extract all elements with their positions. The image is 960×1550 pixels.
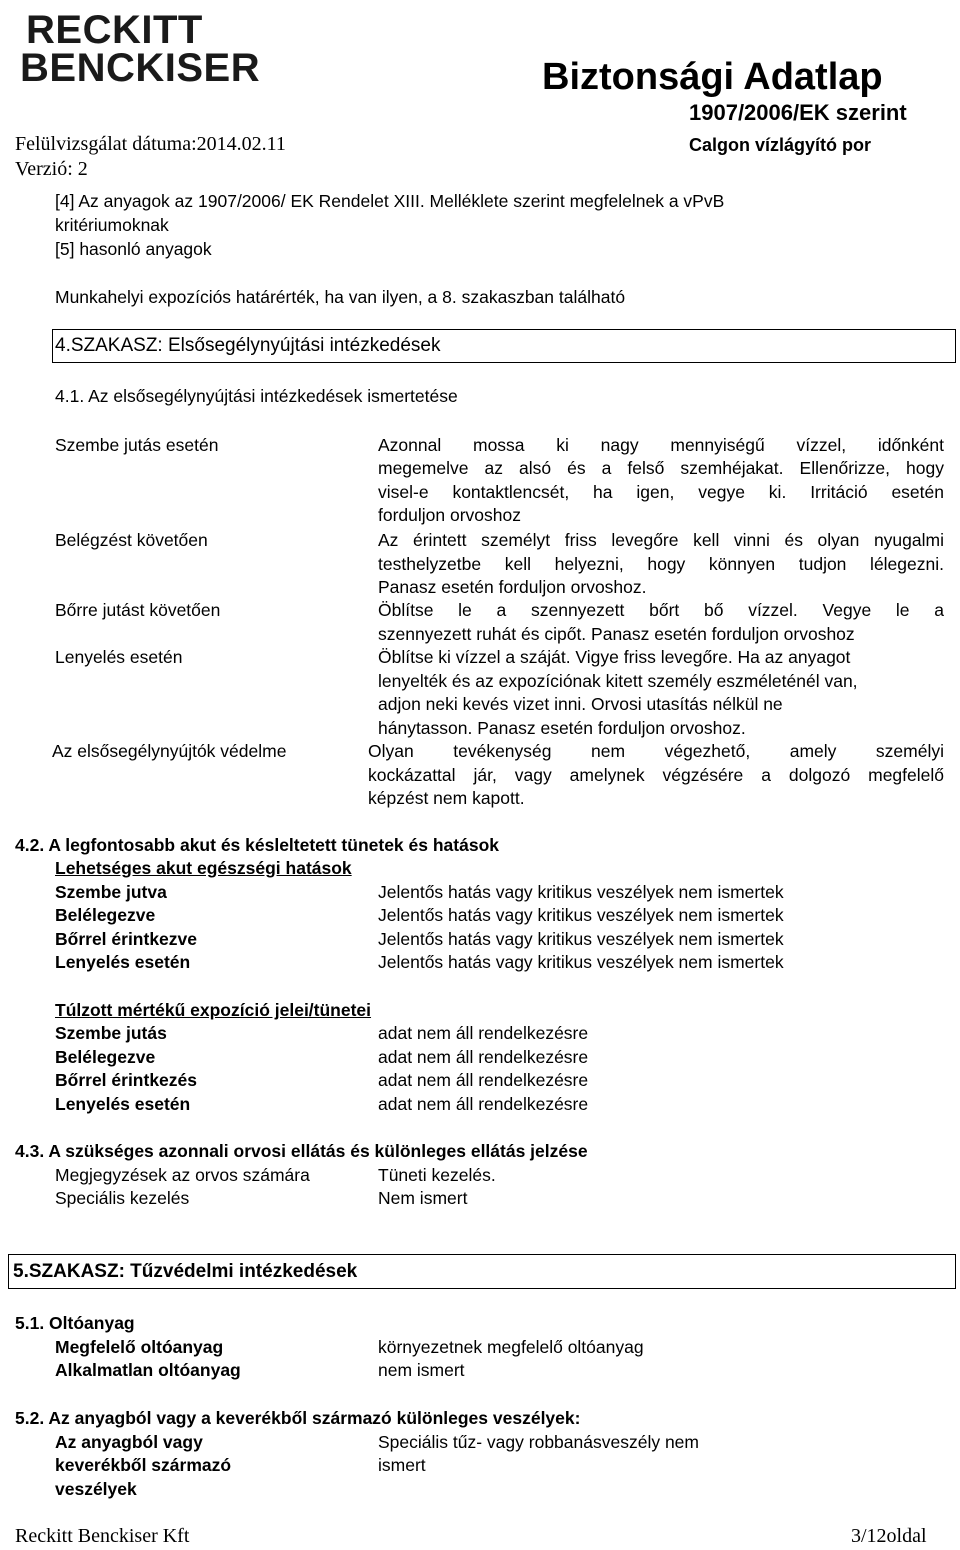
section-5-title: 5.SZAKASZ: Tűzvédelmi intézkedések xyxy=(13,1261,358,1282)
first-aid-text-ingestion-3: adjon neki kevés vizet inni. Orvosi utasítás nélkül ne xyxy=(378,694,783,714)
regulation-reference: 1907/2006/EK szerint xyxy=(689,100,907,125)
section-5-header xyxy=(8,1254,956,1289)
overexposure-value-ingestion: adat nem áll rendelkezésre xyxy=(378,1094,589,1114)
acute-value-skin: Jelentős hatás vagy kritikus veszélyek nem ismertek xyxy=(378,929,784,949)
section-4-header xyxy=(52,329,956,363)
media-value-suitable: környezetnek megfelelő oltóanyag xyxy=(378,1337,644,1357)
acute-value-inhalation: Jelentős hatás vagy kritikus veszélyek nem ismertek xyxy=(378,905,784,925)
document-title: Biztonsági Adatlap xyxy=(542,56,883,98)
first-aid-text-ingestion-1: Öblítse ki vízzel a száját. Vigye friss levegőre. Ha az anyagot xyxy=(378,647,851,667)
logo-line-2: BENCKISER xyxy=(20,46,261,90)
medical-label-special: Speciális kezelés xyxy=(55,1188,190,1208)
revision-date: Felülvizsgálat dátuma:2014.02.11 xyxy=(15,133,286,155)
first-aid-text-skin-2: szennyezett ruhát és cipőt. Panasz esetén forduljon orvoshoz xyxy=(378,624,855,644)
first-aid-text-eye-4: forduljon orvoshoz xyxy=(378,505,521,525)
product-name: Calgon vízlágyító por xyxy=(689,135,872,155)
overexposure-value-inhalation: adat nem áll rendelkezésre xyxy=(378,1047,589,1067)
subsection-5-2-title: 5.2. Az anyagból vagy a keverékből származó különleges veszélyek: xyxy=(15,1408,581,1428)
hazard-value-line-2: ismert xyxy=(378,1455,426,1475)
subsection-4-2-title: 4.2. A legfontosabb akut és késleltetett tünetek és hatások xyxy=(15,835,499,855)
hazard-label-line-2: keverékből származó xyxy=(55,1455,232,1475)
intro-line-1: [4] Az anyagok az 1907/2006/ EK Rendelet XIII. Melléklete szerint megfelelnek a vPvB xyxy=(55,191,725,211)
first-aid-text-eye-3: visel-e kontaktlencsét, ha igen, vegye ki. Irritáció esetén xyxy=(378,482,944,502)
hazard-label-line-1: Az anyagból vagy xyxy=(55,1432,203,1452)
first-aid-text-protection-2: kockázattal jár, vagy amelynek végzésére a dolgozó megfelelő xyxy=(368,765,944,785)
media-value-unsuitable: nem ismert xyxy=(378,1360,465,1380)
medical-label-notes: Megjegyzések az orvos számára xyxy=(55,1165,310,1185)
footer-company: Reckitt Benckiser Kft xyxy=(15,1525,190,1547)
acute-label-eye: Szembe jutva xyxy=(55,882,167,902)
first-aid-label-ingestion: Lenyelés esetén xyxy=(55,647,183,667)
exposure-note: Munkahelyi expozíciós határérték, ha van ilyen, a 8. szakaszban található xyxy=(55,287,626,307)
subsection-4-1-title: 4.1. Az elsősegélynyújtási intézkedések ismertetése xyxy=(55,386,458,406)
first-aid-label-inhalation: Belégzést követően xyxy=(55,530,208,550)
first-aid-label-protection: Az elsősegélynyújtók védelme xyxy=(52,741,287,761)
logo-line-1: RECKITT xyxy=(26,8,203,52)
acute-label-ingestion: Lenyelés esetén xyxy=(55,952,191,972)
company-logo xyxy=(20,6,261,90)
first-aid-text-ingestion-4: hánytasson. Panasz esetén forduljon orvoshoz. xyxy=(378,718,746,738)
media-label-suitable: Megfelelő oltóanyag xyxy=(55,1337,224,1357)
acute-label-skin: Bőrrel érintkezve xyxy=(55,929,198,949)
first-aid-text-inhalation-1: Az érintett személyt friss levegőre kell vinni és olyan nyugalmi xyxy=(378,530,944,550)
intro-line-2: kritériumoknak xyxy=(55,215,169,235)
overexposure-heading: Túlzott mértékű expozíció jelei/tünetei xyxy=(55,1000,372,1020)
overexposure-label-ingestion: Lenyelés esetén xyxy=(55,1094,191,1114)
intro-line-3: [5] hasonló anyagok xyxy=(55,239,212,259)
subsection-4-3-title: 4.3. A szükséges azonnali orvosi ellátás és különleges ellátás jelzése xyxy=(15,1141,588,1161)
acute-value-eye: Jelentős hatás vagy kritikus veszélyek nem ismertek xyxy=(378,882,784,902)
media-label-unsuitable: Alkalmatlan oltóanyag xyxy=(55,1360,241,1380)
acute-label-inhalation: Belélegezve xyxy=(55,905,156,925)
first-aid-text-skin-1: Öblítse le a szennyezett bőrt bő vízzel. Vegye le a xyxy=(378,600,944,620)
acute-value-ingestion: Jelentős hatás vagy kritikus veszélyek nem ismertek xyxy=(378,952,784,972)
first-aid-text-eye-1: Azonnal mossa ki nagy mennyiségű vízzel, időnként xyxy=(378,435,944,455)
overexposure-label-skin: Bőrrel érintkezés xyxy=(55,1070,198,1090)
overexposure-label-eye: Szembe jutás xyxy=(55,1023,167,1043)
overexposure-label-inhalation: Belélegezve xyxy=(55,1047,156,1067)
hazard-label-line-3: veszélyek xyxy=(55,1479,137,1499)
acute-effects-heading: Lehetséges akut egészségi hatások xyxy=(55,858,352,878)
footer-page-number: 3/12oldal xyxy=(851,1525,927,1547)
subsection-5-1-title: 5.1. Oltóanyag xyxy=(15,1313,135,1333)
first-aid-text-inhalation-2: testhelyzetbe kell helyezni, hogy könnyen tudjon lélegezni. xyxy=(378,554,944,574)
medical-value-notes: Tüneti kezelés. xyxy=(378,1165,496,1185)
first-aid-text-ingestion-2: lenyelték és az expozíciónak kitett személy eszméleténél van, xyxy=(378,671,858,691)
first-aid-text-inhalation-3: Panasz esetén forduljon orvoshoz. xyxy=(378,577,647,597)
section-4-title: 4.SZAKASZ: Elsősegélynyújtási intézkedések xyxy=(55,335,441,356)
first-aid-label-eye: Szembe jutás esetén xyxy=(55,435,219,455)
first-aid-text-protection-3: képzést nem kapott. xyxy=(368,788,525,808)
hazard-value-line-1: Speciális tűz- vagy robbanásveszély nem xyxy=(378,1432,699,1452)
first-aid-text-eye-2: megemelve az alsó és a felső szemhéjakat. Ellenőrizze, hogy xyxy=(378,458,944,478)
medical-value-special: Nem ismert xyxy=(378,1188,468,1208)
first-aid-label-skin: Bőrre jutást követően xyxy=(55,600,221,620)
overexposure-value-eye: adat nem áll rendelkezésre xyxy=(378,1023,589,1043)
overexposure-value-skin: adat nem áll rendelkezésre xyxy=(378,1070,589,1090)
version: Verzió: 2 xyxy=(15,158,88,180)
first-aid-text-protection-1: Olyan tevékenység nem végezhető, amely személyi xyxy=(368,741,944,761)
